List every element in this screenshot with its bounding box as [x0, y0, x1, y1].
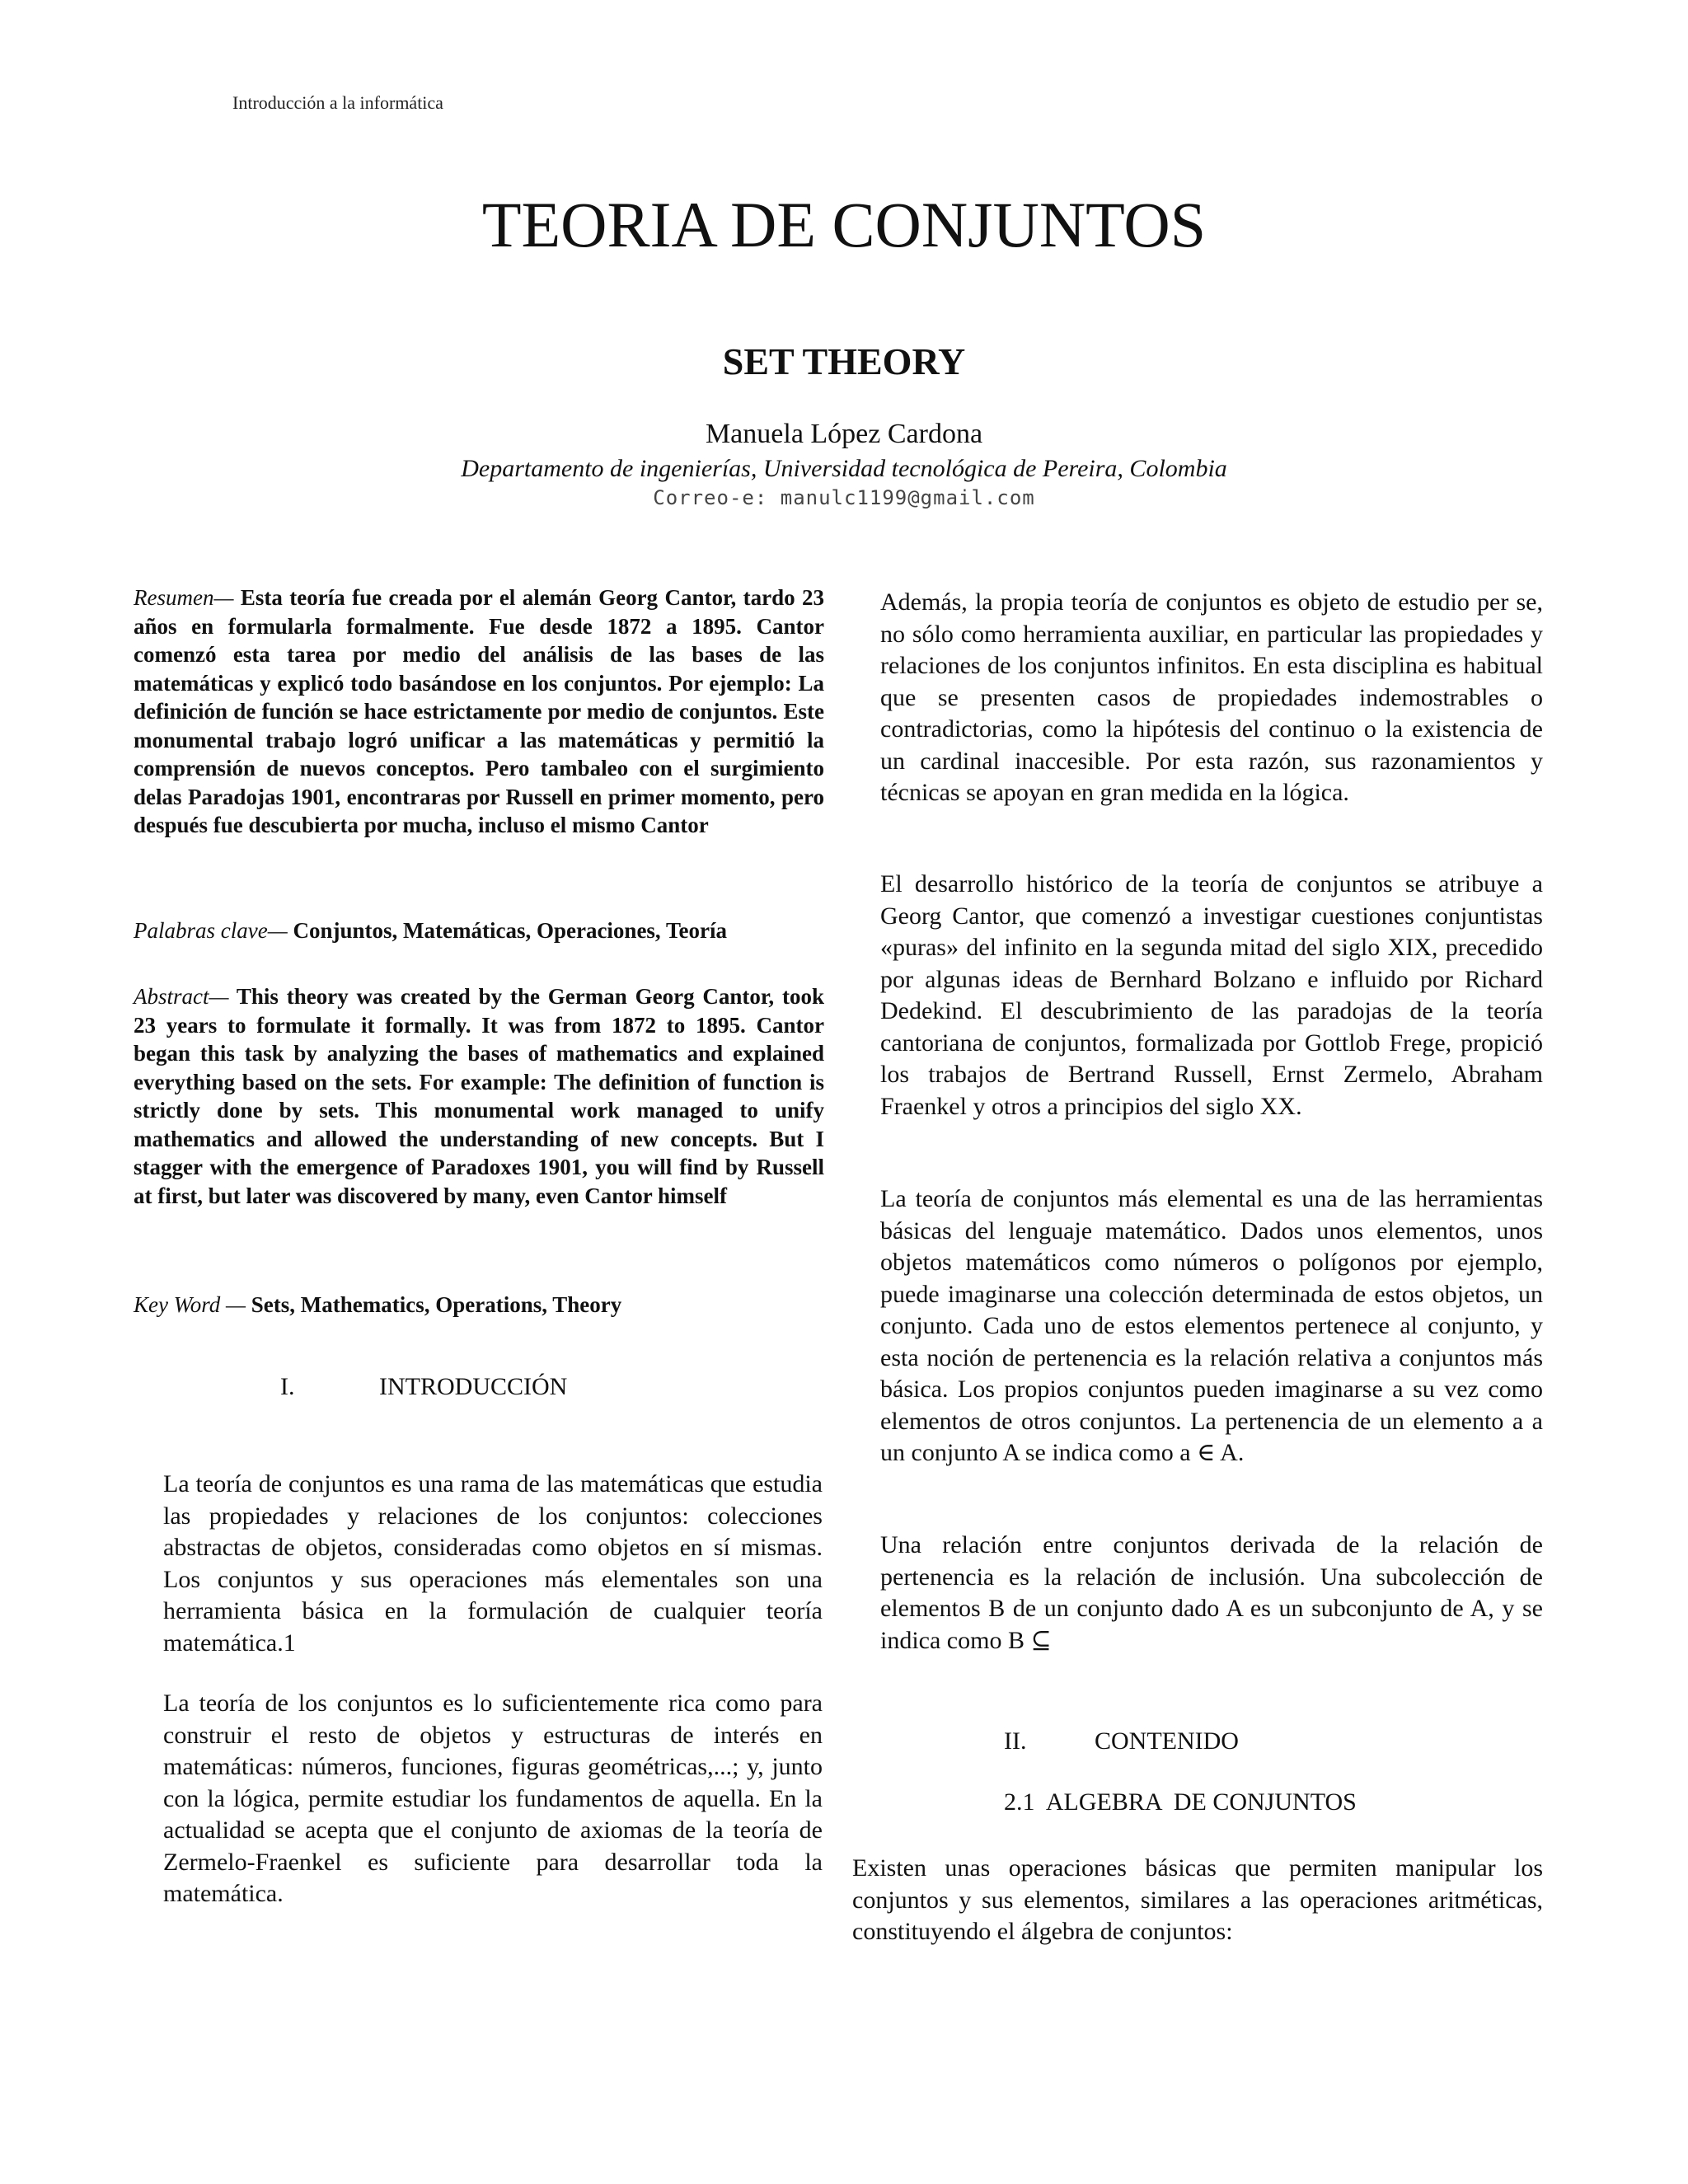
- palabras-clave-block: [134, 916, 824, 945]
- palabras-clave-lead: Palabras clave—: [134, 918, 288, 943]
- key-word-block: [134, 1291, 824, 1319]
- subsection-heading: 2.1 ALGEBRA DE CONJUNTOS: [1004, 1788, 1357, 1816]
- intro-paragraph-2: La teoría de los conjuntos es lo suficientemente rica como para construir el resto de objetos y estructuras de interés en matemáticas: números, funciones, figuras geométricas,...; y, junto con la lógica, permite estudiar los fundamentos de aquella. En la actualidad se acepta que el conjunto de axiomas de la teoría de Zermelo-Fraenkel es suficiente para desarrollar toda la matemática.: [163, 1690, 823, 1907]
- author-affiliation: Departamento de ingenierías, Universidad tecnológica de Pereira, Colombia: [461, 455, 1227, 482]
- resumen-text: Esta teoría fue creada por el alemán Georg Cantor, tardo 23 años en formularla formalmente. Fue desde 1872 a 1895. Cantor comenzó esta tarea por medio del análisis de las bases de las matemáticas y explicó todo basándose en los conjuntos. Por ejemplo: La definición de función se hace estrictamente por medio de conjuntos. Este monumental trabajo logró unificar a las matemáticas y permitió la comprensión de nuevos conceptos. Pero tambaleo con el surgimiento delas Paradojas 1901, encontraras por Russell en primer momento, pero después fue descubierta por mucha, incluso el mismo Cantor: [134, 585, 824, 837]
- right-final-paragraph: Existen unas operaciones básicas que permiten manipular los conjuntos y sus elementos, similares a las operaciones aritméticas, constituyendo el álgebra de conjuntos:: [852, 1854, 1543, 1945]
- resumen-block: [134, 583, 824, 840]
- section-number: I.: [280, 1373, 295, 1400]
- section-heading-introduccion: [280, 1373, 567, 1401]
- abstract-block: [134, 982, 824, 1210]
- author-email: Correo-e: manulc1199@gmail.com: [653, 486, 1035, 509]
- resumen-lead: Resumen—: [134, 585, 234, 610]
- paper-title: TEORIA DE CONJUNTOS: [481, 189, 1207, 260]
- section-title: CONTENIDO: [1095, 1727, 1239, 1755]
- abstract-text: This theory was created by the German Georg Cantor, took 23 years to formulate it formally. It was from 1872 to 1895. Cantor began this task by analyzing the bases of mathematics and explained everything based on the sets. For example: The definition of function is strictly done by sets. This monumental work managed to unify mathematics and allowed the understanding of new concepts. But I stagger with the emergence of Paradoxes 1901, you will find by Russell at first, but later was discovered by many, even Cantor himself: [134, 984, 824, 1208]
- palabras-clave-text: Conjuntos, Matemáticas, Operaciones, Teoría: [287, 918, 727, 943]
- running-head: Introducción a la informática: [232, 92, 443, 113]
- key-word-lead: Key Word —: [134, 1292, 246, 1317]
- right-paragraph-1: Además, la propia teoría de conjuntos es objeto de estudio per se, no sólo como herramienta auxiliar, en particular las propiedades y relaciones de los conjuntos infinitos. En esta disciplina es habitual que se presenten casos de propiedades indemostrables o contradictorias, como la hipótesis del continuo o la existencia de un cardinal inaccesible. Por esta razón, sus razonamientos y técnicas se apoyan en gran medida en la lógica.: [880, 588, 1543, 806]
- right-paragraph-3: La teoría de conjuntos más elemental es una de las herramientas básicas del lenguaje matemático. Dados unos elementos, unos objetos matemáticos como números o polígonos por ejemplo, puede imaginarse una colección determinada de estos objetos, un conjunto. Cada uno de estos elementos pertenece al conjunto, y esta noción de pertenencia es la relación relativa a conjuntos más básica. Los propios conjuntos pueden imaginarse a su vez como elementos de otros conjuntos. La pertenencia de un elemento a a un conjunto A se indica como a ∈ A.: [880, 1185, 1543, 1466]
- paper-subtitle: SET THEORY: [722, 340, 966, 382]
- author-name: Manuela López Cardona: [705, 419, 983, 449]
- section-number: II.: [1004, 1727, 1027, 1755]
- section-title: INTRODUCCIÓN: [379, 1373, 568, 1400]
- right-paragraph-2: El desarrollo histórico de la teoría de conjuntos se atribuye a Georg Cantor, que comenzó a investigar cuestiones conjuntistas «puras» del infinito en la segunda mitad del siglo XIX, precedido por algunas ideas de Bernhard Bolzano e influido por Richard Dedekind. El descubrimiento de las paradojas de la teoría cantoriana de conjuntos, formalizada por Gottlob Frege, propició los trabajos de Bertrand Russell, Ernst Zermelo, Abraham Fraenkel y otros a principios del siglo XX.: [880, 870, 1543, 1120]
- section-heading-contenido: [1004, 1727, 1239, 1755]
- right-paragraph-4: Una relación entre conjuntos derivada de la relación de pertenencia es la relación de inclusión. Una subcolección de elementos B de un conjunto dado A es un subconjunto de A, y se indica como B ⊆: [880, 1531, 1543, 1654]
- intro-paragraph-1: La teoría de conjuntos es una rama de las matemáticas que estudia las propiedades y relaciones de los conjuntos: colecciones abstractas de objetos, consideradas como objetos en sí mismas. Los conjuntos y sus operaciones más elementales son una herramienta básica en la formulación de cualquier teoría matemática.1: [163, 1470, 823, 1657]
- key-word-text: Sets, Mathematics, Operations, Theory: [246, 1292, 622, 1317]
- abstract-lead: Abstract—: [134, 984, 229, 1009]
